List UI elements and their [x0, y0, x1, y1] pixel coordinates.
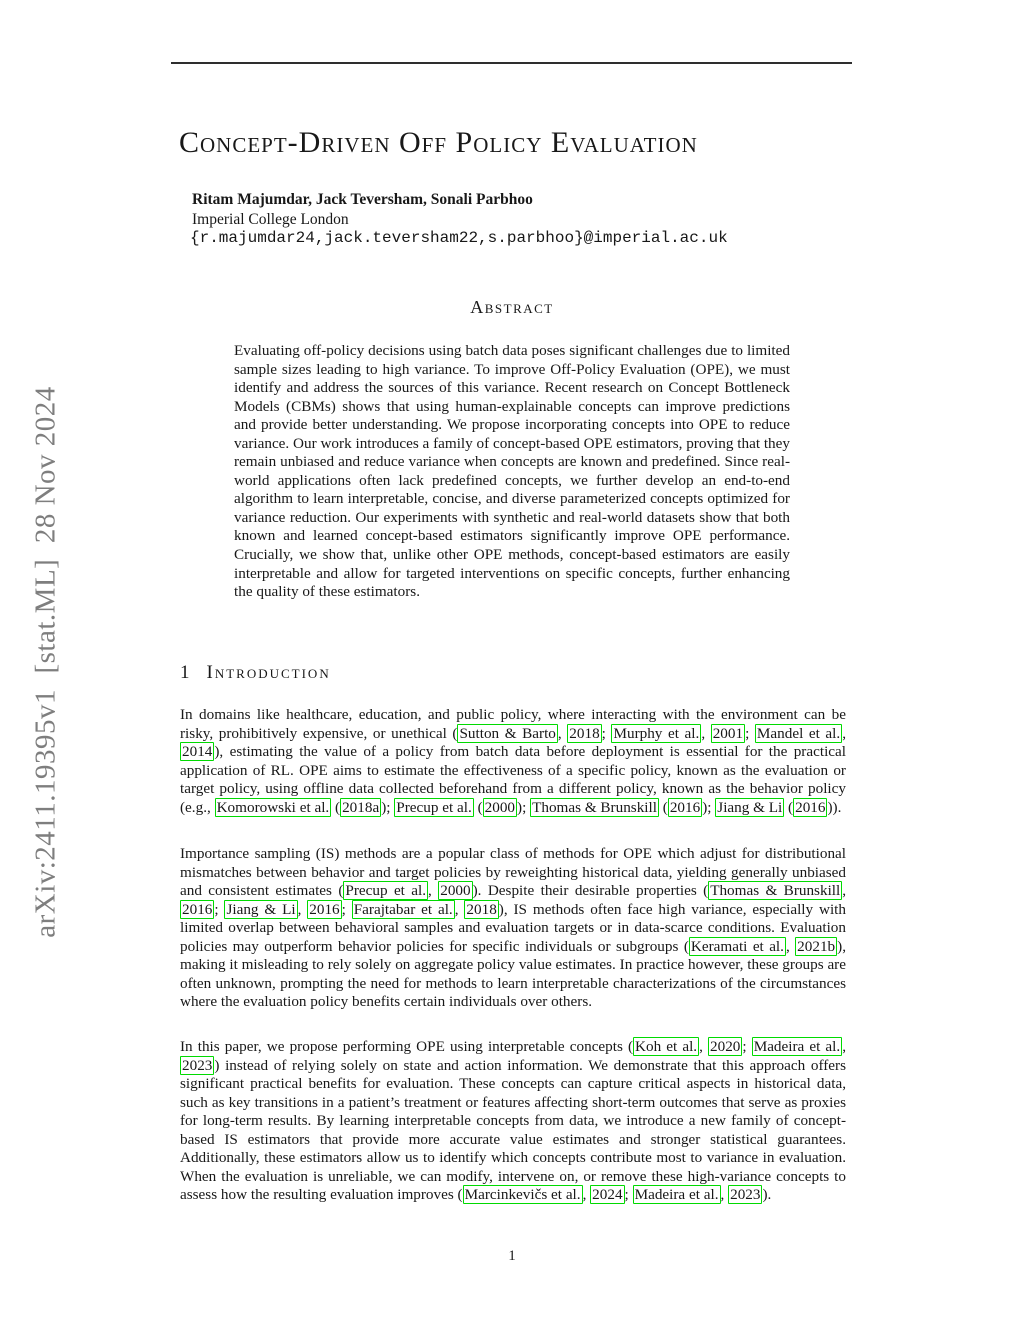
intro-paragraph-2 [180, 845, 846, 1012]
paper-title: Concept-Driven Off Policy Evaluation [179, 126, 698, 159]
text-run: In this paper, we propose performing OPE using interpretable concepts ( [180, 1038, 634, 1055]
citation-link[interactable]: 2023 [730, 1186, 761, 1204]
citation-link[interactable]: 2016 [795, 798, 826, 816]
header-rule [171, 62, 852, 64]
citation-link[interactable]: 2023 [182, 1056, 213, 1074]
citation-link[interactable]: Madeira et al. [753, 1038, 841, 1055]
text-run: ; [214, 900, 225, 918]
citation-link[interactable]: 2024 [592, 1186, 623, 1204]
citation-link[interactable]: 2000 [440, 882, 471, 900]
section-title: Introduction [206, 662, 331, 683]
citation-link[interactable]: Marcinkevičs et al. [464, 1186, 581, 1204]
author-names: Ritam Majumdar, Jack Teversham, Sonali Parbhoo [192, 191, 533, 208]
citation-link[interactable]: 2021b [797, 937, 836, 955]
section-number: 1 [180, 662, 190, 683]
citation-link[interactable]: Keramati et al. [690, 937, 784, 955]
citation-link[interactable]: 2016 [182, 900, 213, 918]
arxiv-watermark: arXiv:2411.19395v1 [stat.ML] 28 Nov 2024 [29, 386, 62, 938]
citation-link[interactable]: 2018a [342, 798, 380, 816]
text-run: , [582, 1186, 591, 1204]
citation-link[interactable]: Precup et al. [345, 882, 427, 900]
text-run: , [720, 1186, 729, 1204]
citation-link[interactable]: 2000 [484, 798, 516, 816]
intro-paragraph-3 [180, 1038, 846, 1205]
text-run: ); [381, 798, 395, 816]
text-run: ; [624, 1186, 633, 1204]
text-run: ). [762, 1186, 772, 1204]
citation-link[interactable]: Sutton & Barto [459, 724, 556, 742]
text-run: ( [658, 798, 668, 816]
text-run: , [297, 900, 308, 918]
text-run: , [842, 724, 846, 742]
citation-link[interactable]: 2016 [669, 798, 701, 816]
text-run: ; [742, 1038, 752, 1055]
citation-link[interactable]: Jiang & Li [226, 900, 296, 918]
citation-link[interactable]: 2014 [182, 743, 213, 761]
citation-link[interactable]: 2020 [710, 1038, 741, 1055]
abstract-heading: Abstract [470, 297, 554, 317]
text-run: ); [517, 798, 531, 816]
citation-link[interactable]: 2018 [569, 724, 600, 742]
text-run: ; [745, 724, 755, 742]
citation-link[interactable]: Farajtabar et al. [353, 900, 453, 918]
text-run: Importance sampling (IS) methods are a popular class of methods for OPE which adjust for distributional mismatches between behavior and target policies by reweighting historical data, yielding generally unbiased and consistent estimates ( [180, 845, 846, 900]
text-run: , [428, 882, 439, 900]
text-run: , [454, 900, 465, 918]
text-run: ; [341, 900, 352, 918]
abstract-text: Evaluating off-policy decisions using batch data poses significant challenges due to limited sample sizes leading to high variance. To improve Off-Policy Evaluation (OPE), we must identify and address the sources of this variance. Recent research on Concept Bottleneck Models (CBMs) shows that using human-explainable concepts can improve predictions and provide better understanding. We propose incorporating concepts into OPE to reduce variance. Our work introduces a family of concept-based OPE estimators, proving that they remain unbiased and reduce variance when concepts are known and predefined. Since real-world applications often lack predefined concepts, we further develop an end-to-end algorithm to learn interpretable, concise, and diverse parameterized concepts optimized for variance reduction. Our experiments with synthetic and real-world datasets show that both known and learned concept-based estimators significantly improve OPE performance. Crucially, we show that, unlike other OPE methods, concept-based estimators are easily interpretable and allow for targeted interventions on specific concepts, further enhancing the quality of these estimators. [234, 342, 790, 601]
intro-paragraph-1 [180, 706, 846, 817]
text-run: , [842, 1038, 846, 1055]
text-run: , [699, 1038, 708, 1055]
text-run: )). [827, 798, 842, 816]
citation-link[interactable]: Murphy et al. [613, 724, 700, 742]
text-run: ); [702, 798, 716, 816]
text-run: , [842, 882, 847, 900]
text-run: ). Despite their desirable properties ( [472, 882, 709, 900]
author-affiliation: Imperial College London [192, 211, 349, 228]
text-run: , [701, 724, 711, 742]
citation-link[interactable]: Madeira et al. [634, 1186, 719, 1204]
text-run: ), estimating the value of a policy from batch data before deployment is essential for the practical application of RL. OPE aims to estimate the effectiveness of a specific policy, known as the evaluation or target policy, using offline data collected beforehand from a different policy, known as the behavior policy (e.g., [180, 743, 846, 816]
text-run: ( [473, 798, 483, 816]
citation-link[interactable]: Jiang & Li [717, 798, 783, 816]
citation-link[interactable]: 2016 [309, 900, 340, 918]
page-number: 1 [508, 1248, 516, 1264]
citation-link[interactable]: Komorowski et al. [216, 798, 330, 816]
author-emails: {r.majumdar24,jack.teversham22,s.parbhoo}@imperial.ac.uk [190, 229, 728, 247]
text-run: ( [331, 798, 341, 816]
citation-link[interactable]: Thomas & Brunskill [710, 882, 841, 900]
citation-link[interactable]: Mandel et al. [756, 724, 841, 742]
text-run: ) instead of relying solely on state and action information. We demonstrate that this approach offers significant practical benefits for evaluation. These concepts can capture critical aspects in historical data, such as key transitions in a patient’s treatment or features affecting short-term outcomes that serve as proxies for long-term results. By learning interpretable concepts from data, we introduce a new family of concept-based IS estimators that provide more accurate value estimates and stronger statistical guarantees. Additionally, these estimators allow us to identify which concepts contribute most to variance in evaluation. When the evaluation is unreliable, we can modify, intervene on, or remove these high-variance concepts to assess how the resulting evaluation improves ( [180, 1056, 846, 1204]
text-run: ), IS methods often face high variance, especially with limited overlap between behavioral samples and evaluation targets or in data-scarce conditions. Evaluation policies may outperform behavior policies for specific individuals or subgroups ( [180, 900, 846, 955]
section-heading-introduction [180, 662, 331, 684]
text-run: , [557, 724, 568, 742]
text-run: ; [601, 724, 612, 742]
text-run: ), making it misleading to rely solely on aggregate policy value estimates. In practice however, these groups are often unknown, prompting the need for methods to learn interpretable characterizations of the circumstances where the evaluation policy benefits certain individuals over others. [180, 937, 846, 1011]
citation-link[interactable]: Thomas & Brunskill [532, 798, 657, 816]
text-run: ( [784, 798, 794, 816]
citation-link[interactable]: 2018 [466, 900, 497, 918]
text-run: In domains like healthcare, education, and public policy, where interacting with the environment can be risky, prohibitively expensive, or unethical ( [180, 706, 846, 742]
citation-link[interactable]: 2001 [712, 724, 744, 742]
citation-link[interactable]: Koh et al. [635, 1038, 698, 1055]
text-run: , [785, 937, 796, 955]
citation-link[interactable]: Precup et al. [396, 798, 472, 816]
